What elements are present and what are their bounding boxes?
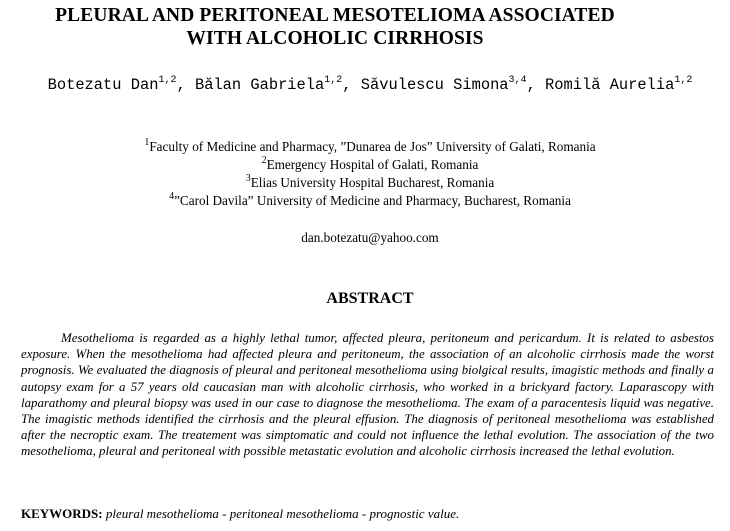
author-separator: , <box>526 76 546 94</box>
affiliation-text: ”Carol Davila” University of Medicine and Pharmacy, Bucharest, Romania <box>174 193 571 208</box>
author-affiliation-mark: 1,2 <box>674 74 693 86</box>
paper-title <box>0 4 670 50</box>
affiliation-item <box>30 138 710 156</box>
affiliation-number: 4 <box>169 190 175 202</box>
abstract-heading: ABSTRACT <box>326 290 414 307</box>
title-line-1: PLEURAL AND PERITONEAL MESOTELIOMA ASSOCIATED <box>55 5 615 26</box>
affiliation-text: Faculty of Medicine and Pharmacy, ”Dunarea de Jos” University of Galati, Romania <box>149 139 596 154</box>
author-list <box>30 75 710 96</box>
keywords-text: pleural mesothelioma - peritoneal mesothelioma - prognostic value. <box>102 506 460 521</box>
contact-email: dan.botezatu@yahoo.com <box>301 230 439 245</box>
affiliation-text: Elias University Hospital Bucharest, Romania <box>250 175 495 190</box>
author-name: Botezatu Dan <box>47 76 159 94</box>
affiliation-number: 2 <box>261 154 267 166</box>
author-name: Bălan Gabriela <box>194 76 325 94</box>
keywords-line <box>21 505 721 522</box>
affiliation-item <box>30 156 710 174</box>
affiliation-text: Emergency Hospital of Galati, Romania <box>266 157 479 172</box>
affiliation-item <box>30 174 710 192</box>
author-affiliation-mark: 1,2 <box>158 74 177 86</box>
affiliation-list <box>30 138 710 210</box>
affiliation-item <box>30 192 710 210</box>
author-name: Săvulescu Simona <box>360 76 509 94</box>
author-name: Romilă Aurelia <box>545 76 675 94</box>
affiliation-number: 1 <box>144 136 150 148</box>
affiliation-number: 3 <box>245 172 251 184</box>
author-separator: , <box>342 76 361 94</box>
author-affiliation-mark: 3,4 <box>508 74 527 86</box>
author-affiliation-mark: 1,2 <box>324 74 343 86</box>
abstract-body: Mesothelioma is regarded as a highly lethal tumor, affected pleura, peritoneum and pericardum. It is related to asbestos exposure. When the mesothelioma had affected pleura and peritoneum, the association of an alcoholic cirrhosis made the worst prognosis. We evaluated the diagnosis of pleural and peritoneal mesothelioma using biolgical results, imagistic methods and finally a autopsy exam for a 57 years old caucasian man with alcoholic cirrhosis, who worked in a brickyard factory. Laparascopy with laparathomy and pleural biopsy was used in our case to diagnose the mesothelioma. The exam of a paracentesis liquid was negative. The imagistic methods identified the cirrhosis and the pleural effusion. The diagnosis of peritoneal mesothelioma was established after the necroptic exam. The treatement was simptomatic and could not influence the lethal evolution. The association of the two mesothelioma, pleural and peritoneal with possible metastatic evolution and alcoholic cirrhosis increased the lethal evolution. <box>21 331 714 459</box>
author-separator: , <box>176 76 195 94</box>
title-line-2: WITH ALCOHOLIC CIRRHOSIS <box>186 28 484 49</box>
keywords-label: KEYWORDS: <box>21 506 103 521</box>
